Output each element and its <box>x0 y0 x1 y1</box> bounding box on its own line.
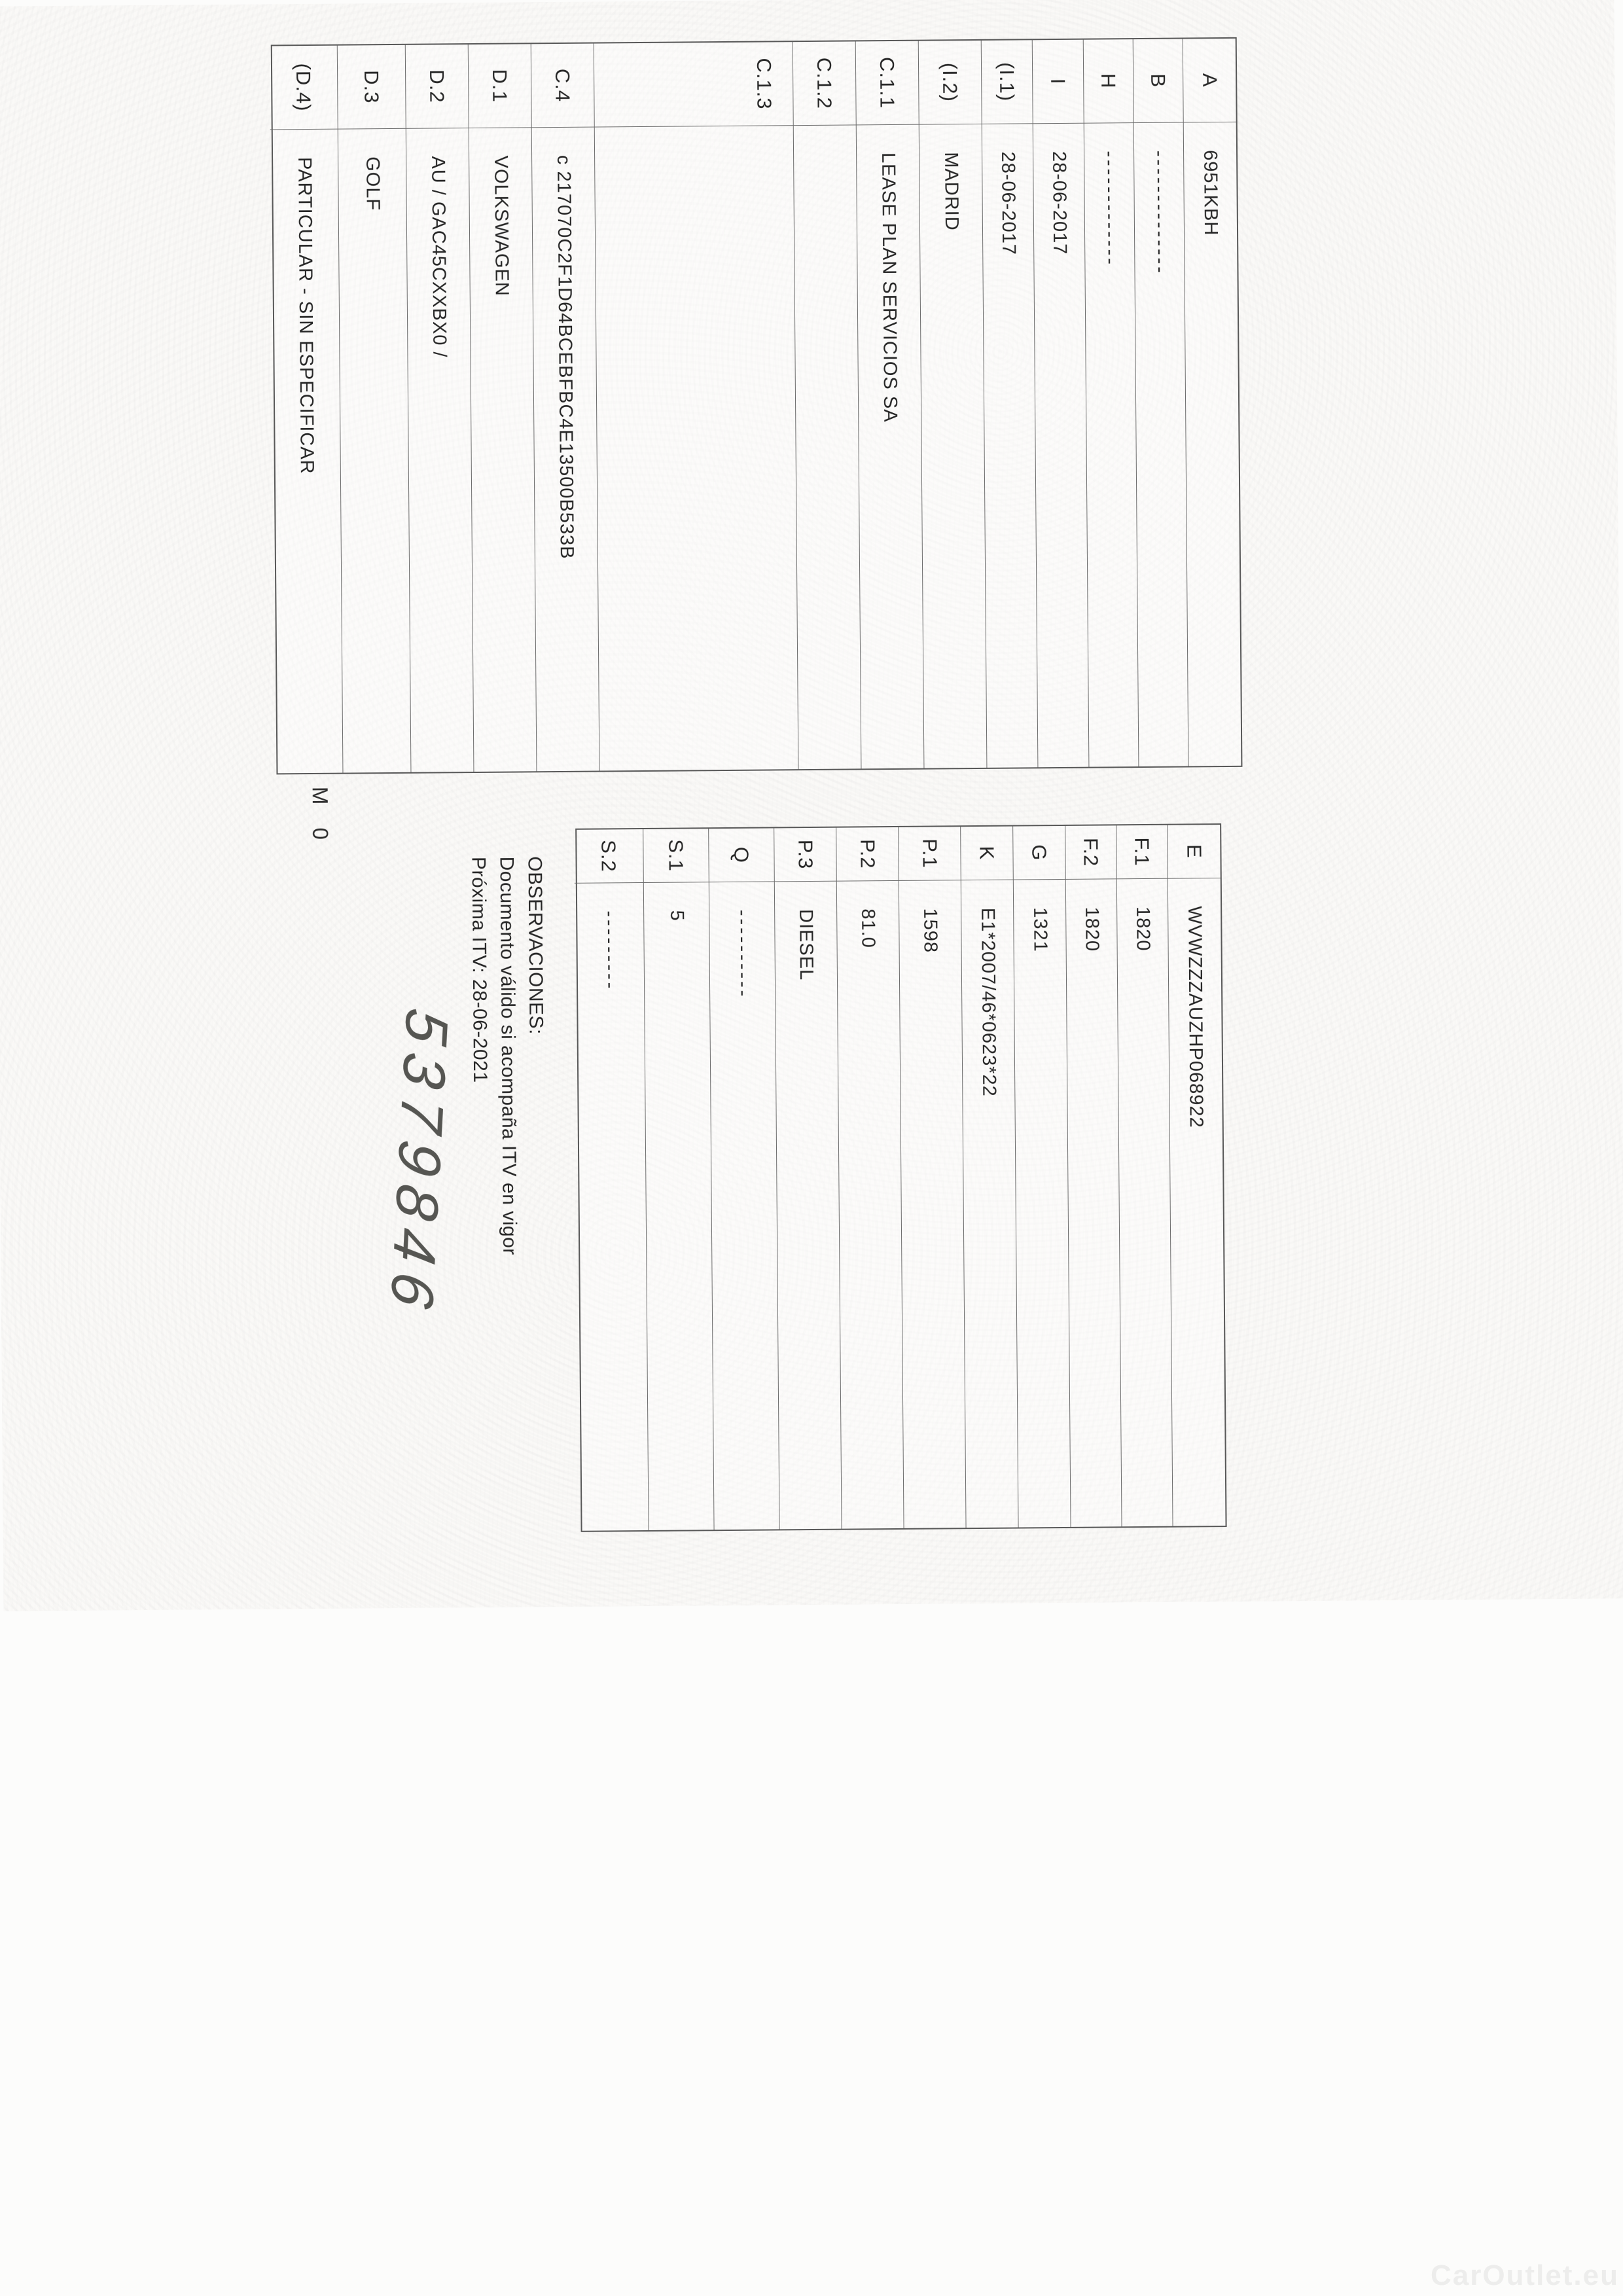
field-label: I <box>1033 40 1084 124</box>
observations-title: OBSERVACIONES: <box>524 856 547 1035</box>
field-label: C.1.2 <box>793 41 856 126</box>
table-row <box>961 827 1018 1528</box>
field-label: H <box>1084 39 1133 124</box>
field-value: 5 <box>666 910 688 922</box>
table-row <box>709 828 779 1530</box>
field-value: 1598 <box>919 908 942 954</box>
field-value: ---------- <box>732 909 754 999</box>
field-label: D.1 <box>469 44 531 128</box>
field-value: DIESEL <box>795 908 817 981</box>
field-label: P.3 <box>774 828 836 882</box>
table-row <box>1133 39 1189 766</box>
field-value: 1820 <box>1132 906 1154 952</box>
field-label: C.1.1 <box>856 41 919 126</box>
table-row <box>574 829 649 1531</box>
table-row <box>1168 825 1225 1526</box>
field-label: C.4 <box>531 44 594 128</box>
field-value: --------- <box>599 910 621 992</box>
table-row <box>774 828 842 1530</box>
watermark-text: CarOutlet.eu <box>1430 2259 1619 2291</box>
field-label: (I.1) <box>982 40 1033 124</box>
table-row <box>270 46 344 774</box>
field-value: AU / GAC45CXXBX0 / <box>427 156 450 358</box>
marginal-code: M 0 <box>308 786 333 849</box>
table-row <box>793 41 862 769</box>
field-value: MADRID <box>940 152 963 231</box>
field-label: P.2 <box>836 827 899 882</box>
handwritten-number: 5379846 <box>378 1003 461 1324</box>
field-value <box>794 125 861 769</box>
table-row <box>1116 825 1173 1527</box>
field-label: Q <box>709 828 774 882</box>
observations-line: Próxima ITV: 28-06-2021 <box>467 856 491 1083</box>
table-row <box>1084 39 1139 767</box>
field-value: ------------- <box>1099 151 1121 268</box>
field-label: E <box>1168 825 1221 879</box>
table-row <box>1183 39 1241 766</box>
field-label: B <box>1133 39 1183 123</box>
field-value: PARTICULAR - SIN ESPECIFICAR <box>294 156 317 475</box>
table-row <box>1033 40 1090 768</box>
observations-line: Documento válido si acompaña ITV en vigor <box>495 856 521 1255</box>
field-label: D.3 <box>338 45 406 130</box>
registration-table <box>271 37 1243 775</box>
field-label: G <box>1013 826 1065 880</box>
table-row <box>982 40 1039 768</box>
field-label: S.2 <box>574 829 643 884</box>
field-value: 81.0 <box>857 908 880 948</box>
field-label: P.1 <box>899 827 961 881</box>
field-value: LEASE PLAN SERVICIOS SA <box>878 152 901 423</box>
field-value: 6951KBH <box>1200 150 1222 236</box>
field-value: 28-06-2017 <box>997 151 1020 256</box>
field-value: c 217070C2F1D64BCEBFBC4E13500B533B <box>553 154 577 560</box>
field-value: VOLKSWAGEN <box>490 155 512 297</box>
field-label: S.1 <box>643 829 709 883</box>
field-label: (I.2) <box>919 41 982 125</box>
table-row <box>594 42 799 770</box>
field-label: A <box>1183 39 1236 123</box>
table-row <box>643 829 714 1530</box>
field-label: C.1.3 <box>594 42 793 127</box>
table-row <box>1013 826 1071 1528</box>
field-value: 1820 <box>1081 906 1103 952</box>
field-value: -------------- <box>1149 150 1171 276</box>
field-label: D.2 <box>406 45 469 129</box>
table-row <box>856 41 925 769</box>
field-label: F.2 <box>1065 825 1116 880</box>
table-row <box>919 41 988 768</box>
table-row <box>836 827 904 1529</box>
table-row <box>469 44 537 772</box>
technical-table <box>575 823 1226 1532</box>
field-value: E1*2007/46*0623*22 <box>977 907 1000 1097</box>
field-label: K <box>961 827 1013 881</box>
field-value <box>595 126 798 770</box>
field-label: F.1 <box>1116 825 1168 880</box>
field-value: 1321 <box>1029 907 1051 952</box>
field-value: GOLF <box>362 156 383 211</box>
field-label: (D.4) <box>270 46 338 130</box>
field-value: WVWZZZAUZHP068922 <box>1184 906 1207 1128</box>
field-value: 28-06-2017 <box>1048 151 1071 255</box>
table-row <box>531 44 600 772</box>
table-row <box>1065 825 1122 1527</box>
table-row <box>338 45 412 773</box>
table-row <box>406 45 474 772</box>
table-row <box>899 827 966 1528</box>
observations-block <box>464 856 552 1255</box>
